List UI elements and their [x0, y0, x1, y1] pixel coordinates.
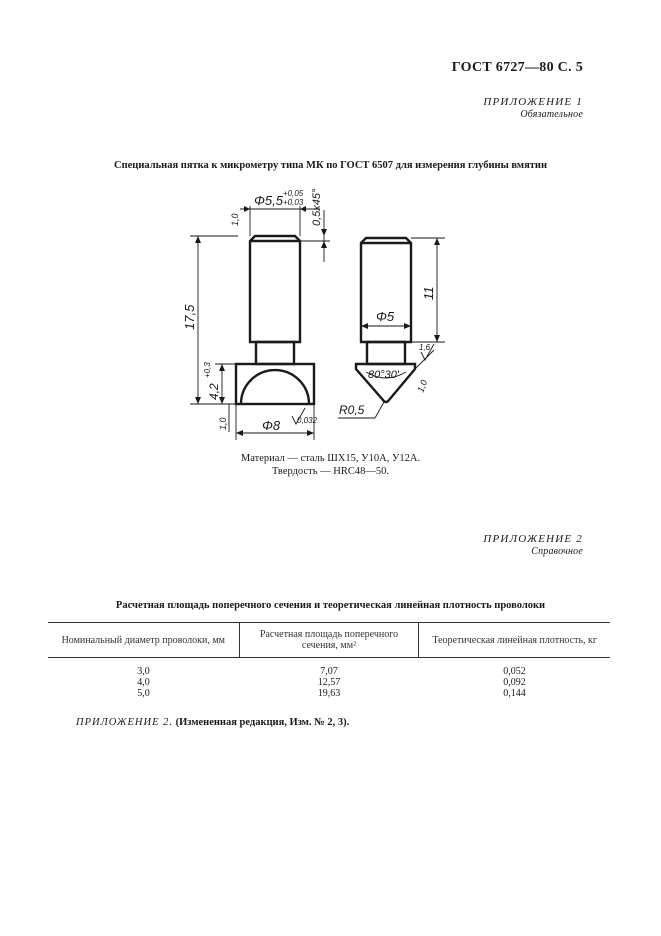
- dim-d55-lower: +0,03: [283, 198, 304, 207]
- table-row: [48, 688, 610, 699]
- col-header-diameter: Номинальный диаметр проволоки, мм: [48, 623, 239, 658]
- hardness-line: Твердость — HRC48—50.: [272, 466, 389, 477]
- cell-diameter: 5,0: [137, 688, 150, 699]
- table-title: Расчетная площадь поперечного сечения и теоретическая линейная плотность проволоки: [115, 600, 546, 611]
- table-row: [48, 677, 610, 688]
- appendix-2-status: Справочное: [531, 546, 583, 557]
- dim-head-height-tol: +0,3: [203, 362, 212, 378]
- dim-chamfer: 0,5x45°: [311, 188, 323, 226]
- cell-density: 0,144: [503, 688, 526, 699]
- dim-head-height: 4,2: [207, 383, 221, 400]
- appendix-1-title: ПРИЛОЖЕНИЕ 1: [483, 96, 583, 108]
- dim-flatness: 0,032: [297, 416, 318, 425]
- footnote-text: (Измененная редакция, Изм. № 2, 3).: [175, 717, 350, 728]
- dim-top-gap: 1,0: [230, 213, 240, 226]
- col-header-area: Расчетная площадь поперечного сечения, мм²: [239, 623, 419, 658]
- table-header-row: [48, 623, 610, 658]
- material-notes: [0, 452, 661, 478]
- dim-base-gap: 1,0: [218, 417, 228, 430]
- dim-radius: R0,5: [339, 403, 365, 417]
- dim-d5: Φ5: [376, 309, 395, 324]
- dim-length-total: 17,5: [182, 304, 197, 330]
- dim-d55: Φ5,5: [254, 193, 283, 208]
- dim-length-11: 11: [421, 286, 436, 300]
- page-header: ГОСТ 6727—80 С. 5: [451, 60, 583, 75]
- dim-d8: Φ8: [262, 418, 281, 433]
- footnote-label: ПРИЛОЖЕНИЕ 2.: [76, 717, 173, 728]
- dimension-lines: [190, 206, 445, 440]
- appendix-2-block: [483, 533, 583, 557]
- appendix-1-status: Обязательное: [520, 109, 583, 120]
- appendix-2-title: ПРИЛОЖЕНИЕ 2: [483, 533, 583, 545]
- dim-roughness: 1,6: [419, 343, 431, 352]
- cell-diameter: 3,0: [137, 666, 150, 677]
- col-header-density: Теоретическая линейная плотность, кг: [419, 623, 610, 658]
- dim-tip-gap: 1,0: [415, 378, 430, 394]
- cell-density: 0,092: [503, 677, 526, 688]
- dimension-arrows: [195, 206, 440, 436]
- cell-density: 0,052: [503, 666, 526, 677]
- material-line: Материал — сталь ШХ15, У10А, У12А.: [240, 453, 421, 464]
- dim-d55-upper: +0,05: [283, 189, 304, 198]
- left-part-outline: [236, 236, 314, 404]
- cell-area: 7,07: [320, 666, 338, 677]
- table-row: [48, 658, 610, 678]
- wire-table: [48, 622, 610, 699]
- drawing-title: Специальная пятка к микрометру типа МК по ГОСТ 6507 для измерения глубины вмятин: [113, 160, 548, 171]
- footnote: [76, 717, 349, 728]
- dim-angle: 80°30′: [368, 369, 399, 381]
- cell-diameter: 4,0: [137, 677, 150, 688]
- cell-area: 19,63: [317, 688, 341, 699]
- cell-area: 12,57: [317, 677, 341, 688]
